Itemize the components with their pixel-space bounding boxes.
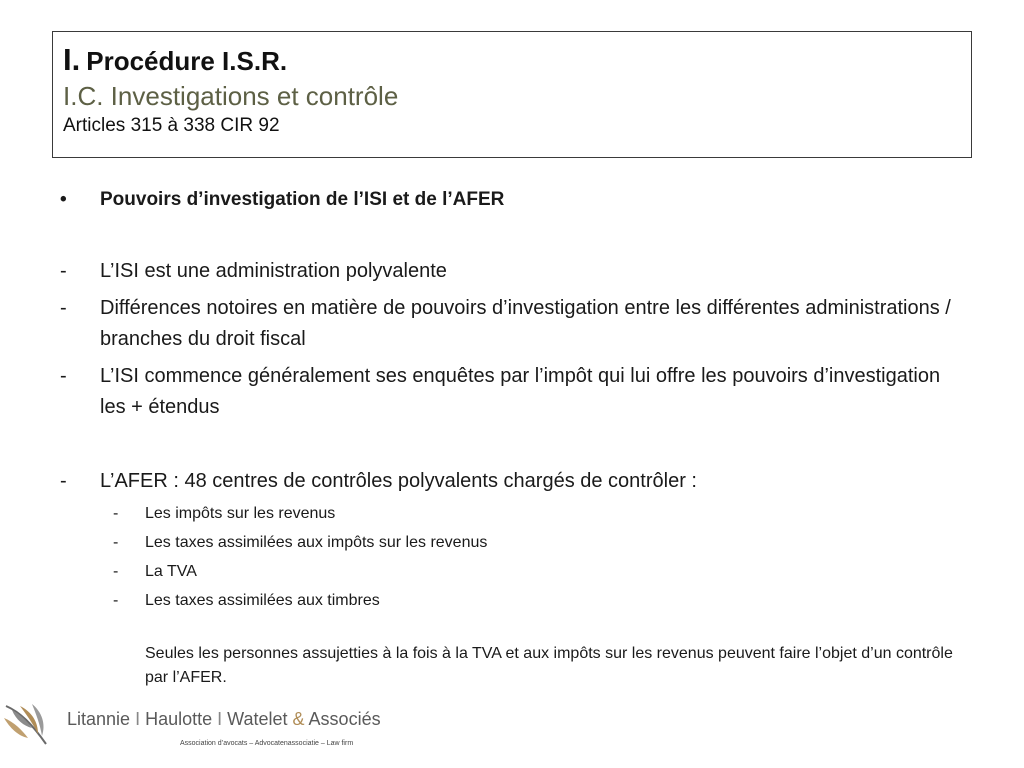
dash-marker: -: [60, 260, 67, 282]
point-item: [60, 293, 960, 355]
heading-text: Pouvoirs d’investigation de l’ISI et de l’AFER: [100, 189, 505, 210]
dash-marker: -: [113, 563, 119, 580]
afer-sub-item: [60, 528, 960, 557]
dash-marker: -: [113, 505, 119, 522]
dash-marker: -: [113, 534, 119, 551]
firm-name-part: Watelet: [227, 709, 288, 729]
slide-subtitle: I.C. Investigations et contrôle: [63, 81, 399, 111]
dash-marker: -: [60, 297, 67, 319]
bullet-icon: •: [60, 189, 67, 210]
point-text: Différences notoires en matière de pouvoirs d’investigation entre les différentes administrations / branches du droit fiscal: [100, 297, 951, 350]
afer-text: L’AFER : 48 centres de contrôles polyvalents chargés de contrôler :: [100, 470, 697, 492]
firm-name-part: Litannie: [67, 709, 131, 729]
afer-sub-item: [60, 557, 960, 586]
spacer: [60, 615, 960, 642]
firm-tagline: Association d’avocats – Advocatenassociatie – Law firm: [180, 740, 354, 747]
footer: [0, 695, 420, 765]
separator: I: [217, 709, 223, 729]
title-text: Procédure I.S.R.: [86, 46, 288, 76]
section-numeral: I.: [63, 42, 81, 77]
sub-item-text: La TVA: [145, 563, 197, 580]
firm-name: [67, 709, 381, 730]
firm-name-part: Haulotte: [145, 709, 213, 729]
heading-bullet: [60, 184, 960, 215]
afer-sub-item: [60, 586, 960, 615]
afer-point: [60, 466, 960, 497]
afer-note: Seules les personnes assujetties à la fois à la TVA et aux impôts sur les revenus peuvent faire l’objet d’un contrôle par l’AFER.: [145, 645, 953, 686]
dash-marker: -: [113, 592, 119, 609]
slide-title: [63, 42, 961, 79]
point-item: [60, 361, 960, 423]
separator: I: [135, 709, 141, 729]
sub-item-text: Les taxes assimilées aux impôts sur les revenus: [145, 534, 488, 551]
slide-content: [60, 184, 960, 690]
spacer: [60, 227, 960, 256]
point-item: [60, 256, 960, 287]
sub-item-text: Les taxes assimilées aux timbres: [145, 592, 380, 609]
sub-item-text: Les impôts sur les revenus: [145, 505, 336, 522]
wheat-leaf-logo-icon: [2, 698, 58, 748]
firm-name-part: Associés: [308, 709, 381, 729]
afer-sub-item: [60, 499, 960, 528]
point-text: L’ISI commence généralement ses enquêtes par l’impôt qui lui offre les pouvoirs d’investigation les + étendus: [100, 365, 941, 418]
spacer: [60, 423, 960, 466]
ampersand: &: [292, 709, 305, 729]
dash-marker: -: [60, 365, 67, 387]
title-box: [52, 31, 972, 158]
articles-reference: Articles 315 à 338 CIR 92: [63, 115, 280, 136]
dash-marker: -: [60, 470, 67, 492]
point-text: L’ISI est une administration polyvalente: [100, 260, 447, 282]
